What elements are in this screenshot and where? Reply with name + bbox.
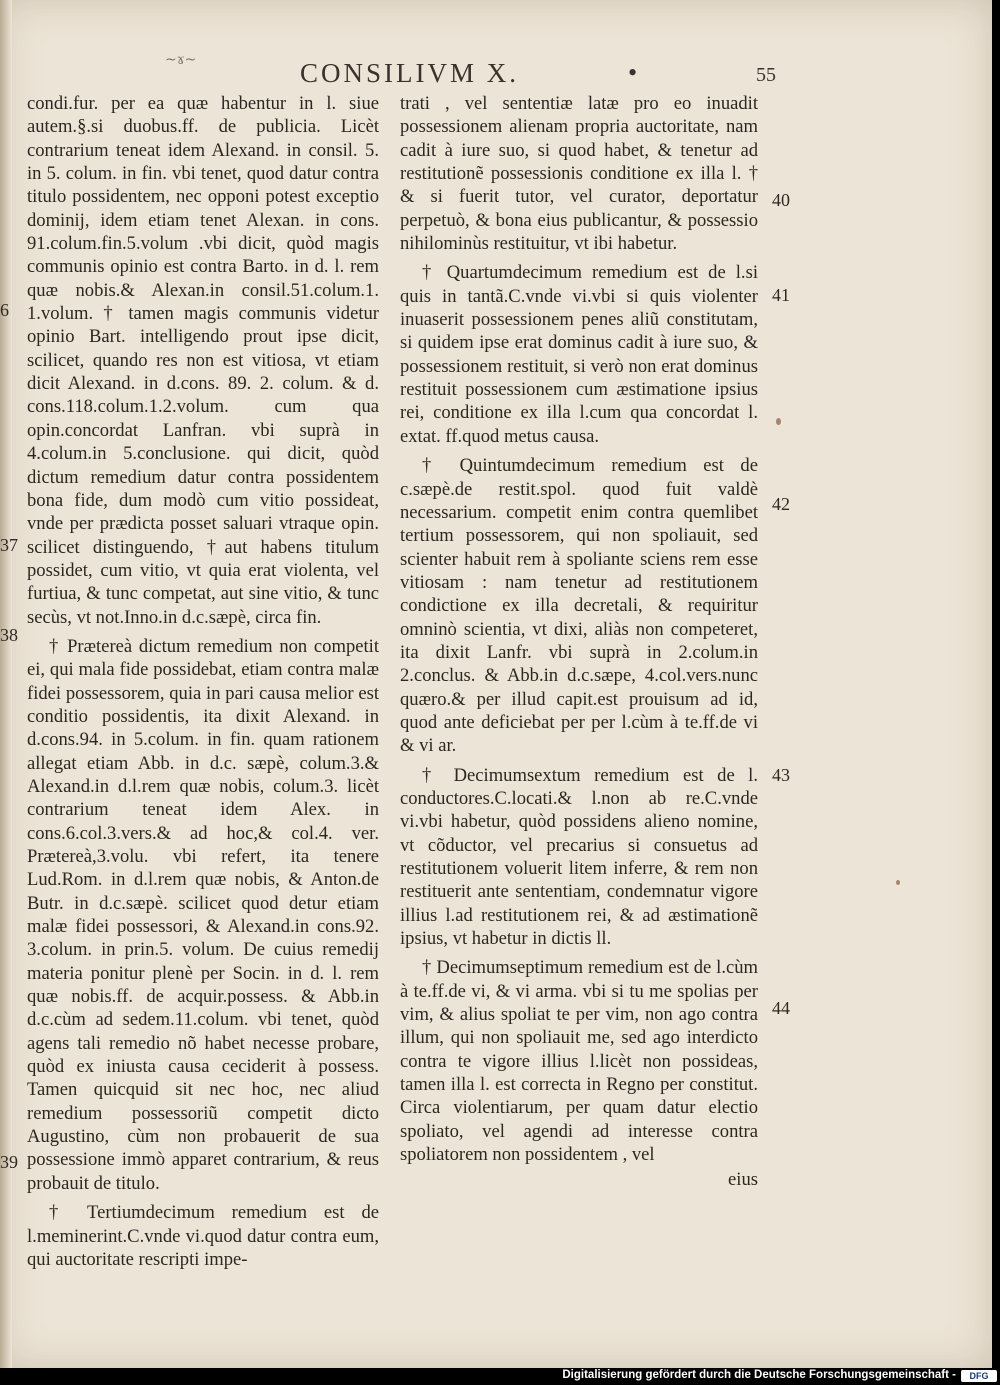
ink-speck bbox=[896, 880, 900, 885]
footer-bar bbox=[0, 1368, 1000, 1385]
paragraph: † Prætereà dictum remedium non competit ei, qui mala fide possidebat, etiam contra malæ fidei possessorem, quia in pari causa melior est conditio possidentis, ita dixit Alexand. in d.cons.94. in 5.colum. in fin. quam rationem allegat etiam Abb. in d.c. sæpè, colum.3.& Alexand.in d.l.rem quæ nobis, colum.3. licèt contrarium teneat idem Alex. in cons.6.col.3.vers.& ad hoc,& col.4. ver. Prætereà,3.volu. vbi refert, ita tenere Lud.Rom. in d.l.rem quæ nobis, & Anton.de Butr. in d.c.sæpè. scilicet quod detur etiam malæ fidei possessori, & Alexand.in cons.92. 3.colum. in prin.5. volum. De cuius remedij materia ponitur plenè per Socin. in d. l. rem quæ nobis.ff. de acquir.possess. & Abb.in d.c.cùm ad sedem.11.colum. vbi tenet, quòd agens tali remedio nõ habet necesse probare, quòd ex iniusta causa ceciderit à possess. Tamen quicquid sit nec hoc, nec aliud remedium possessoriũ competit dicto Augustino, cùm non probauerit de sua possessione immò apparet contrarium, & reus probauit de titulo. bbox=[27, 635, 379, 1194]
margin-doodle: ~ɤ~ bbox=[165, 52, 197, 68]
left-column bbox=[27, 92, 379, 1271]
paragraph: † Tertiumdecimum remedium est de l.meminerint.C.vnde vi.quod datur contra eum, qui auctoritate rescripti impe- bbox=[27, 1202, 379, 1270]
dfg-logo: DFG bbox=[961, 1370, 997, 1382]
margin-number: 39 bbox=[0, 1152, 18, 1172]
catchword: eius bbox=[728, 1169, 758, 1191]
paragraph: condi.fur. per ea quæ habentur in l. siue autem.§.si duobus.ff. de publicia. Licèt contrarium teneat idem Alexand. in consil. 5. in 5. colum. in fin. vbi tenet, quod datur contra titulo possidentem, nec opponi potest exceptio dominij, idem etiam tenet Alexan. in cons. 91.colum.fin.5.volum .vbi dicit, quòd magis communis opinio est contra Barto. in d. l. rem quæ nobis.& Alexan.in consil.51.colum.1. 1.volum. † tamen magis communis videtur opinio Bart. intelligendo prout ipse dicit, scilicet, quando res non est vitiosa, vt etiam dicit Alexand. in d.cons. 89. 2. colum. & d. cons.118.colum.1.2.volum. cum qua opin.concordat Lanfran. vbi suprà in 4.colum.in 5.conclusione. qui dicit, quòd dictum remedium datur contra possidentem bona fide, dum modò cum vitio possideat, vnde per prædicta posset saluari vtraque opin. scilicet distinguendo, †aut habens titulum possidet, cum vitio, vt quia erat violenta, vel furtiua, & tunc competat, aut sine vitio, & tunc secùs, vt not.Inno.in d.c.sæpè, circa fin. bbox=[27, 93, 379, 628]
margin-number: 41 bbox=[772, 285, 790, 305]
margin-number: 42 bbox=[772, 494, 790, 514]
ink-speck bbox=[776, 418, 781, 425]
folio-number: 55 bbox=[756, 64, 776, 86]
running-head: CONSILIVM X. bbox=[300, 58, 520, 88]
margin-number: 38 bbox=[0, 625, 18, 645]
right-column bbox=[400, 92, 758, 1192]
paragraph: † Quintumdecimum remedium est de c.sæpè.de restit.spol. quod fuit valdè necessarium. competit enim contra quemlibet tertium possessorem, qui non spoliauit, sed scienter habuit rem à spoliante sciens rem esse vitiosam : nam tenetur ad restitutionem condictione ex illa decretali, & requiritur omninò scientia, vt dixi, aliàs non competeret, ita dixit Lanfr. vbi suprà in 2.colum.in 2.conclus. & Abb.in d.c.sæpe, 4.col.vers.nunc quæro.& per illud capit.est prouisum ad id, quod ante deficiebat per per l.cùm à te.ff.de vi & vi ar. bbox=[400, 455, 758, 757]
funding-credit: Digitalisierung gefördert durch die Deutsche Forschungsgemeinschaft - bbox=[562, 1369, 956, 1381]
head-ornament: • bbox=[628, 58, 638, 87]
margin-number: 37 bbox=[0, 535, 18, 555]
margin-number: 43 bbox=[772, 765, 790, 785]
paragraph: † Decimumsextum remedium est de l. conductores.C.locati.& l.non ab re.C.vnde vi.vbi habetur, quòd possidens alieno nomine, vt cõductor, vel precarius si consuetus ad restitutionem voluerit litem inferre, & rem non restituerit ante sententiam, condemnatur vigore illius l.ad restitutionem rei, & ad æstimationẽ ipsius, vt habetur in dictis ll. bbox=[400, 764, 758, 950]
paragraph: † Quartumdecimum remedium est de l.si quis in tantã.C.vnde vi.vbi si quis violenter inuaserit possessionem penes aliũ constitutam, si quidem ipse erat dominus cadit à iure suo, & possessionem restituit, si verò non erat dominus restituit possessionem cum æstimatione ipsius rei, conditione ex illa l.cum qua concordat l. extat. ff.quod metus causa. bbox=[400, 262, 758, 447]
paragraph: trati , vel sententiæ latæ pro eo inuadit possessionem alienam propria auctoritate, nam cadit à iure suo, si quod habet, & tenetur ad restitutionẽ possessionis conditione ex illa l. † & si fuerit tutor, vel curator, deportatur perpetuò, & bona eius publicantur, & possessio nihilominùs restituitur, vt ibi habetur. bbox=[400, 93, 758, 255]
margin-number: 6 bbox=[0, 300, 9, 320]
margin-number: 40 bbox=[772, 190, 790, 210]
margin-number: 44 bbox=[772, 998, 790, 1018]
paragraph: † Decimumseptimum remedium est de l.cùm à te.ff.de vi, & vi arma. vbi si tu me spolias per vim, & alius spoliat te per vim, non ago contra illum, qui non spoliauit me, sed ago interdicto contra te vigore illius l.licèt non possideas, tamen illa l. est correcta in Regno per constitut. Circa violentiarum, per quam datur electio spoliato, vel agendi ad interesse contra spoliatorem non possidentem , vel bbox=[400, 957, 758, 1166]
